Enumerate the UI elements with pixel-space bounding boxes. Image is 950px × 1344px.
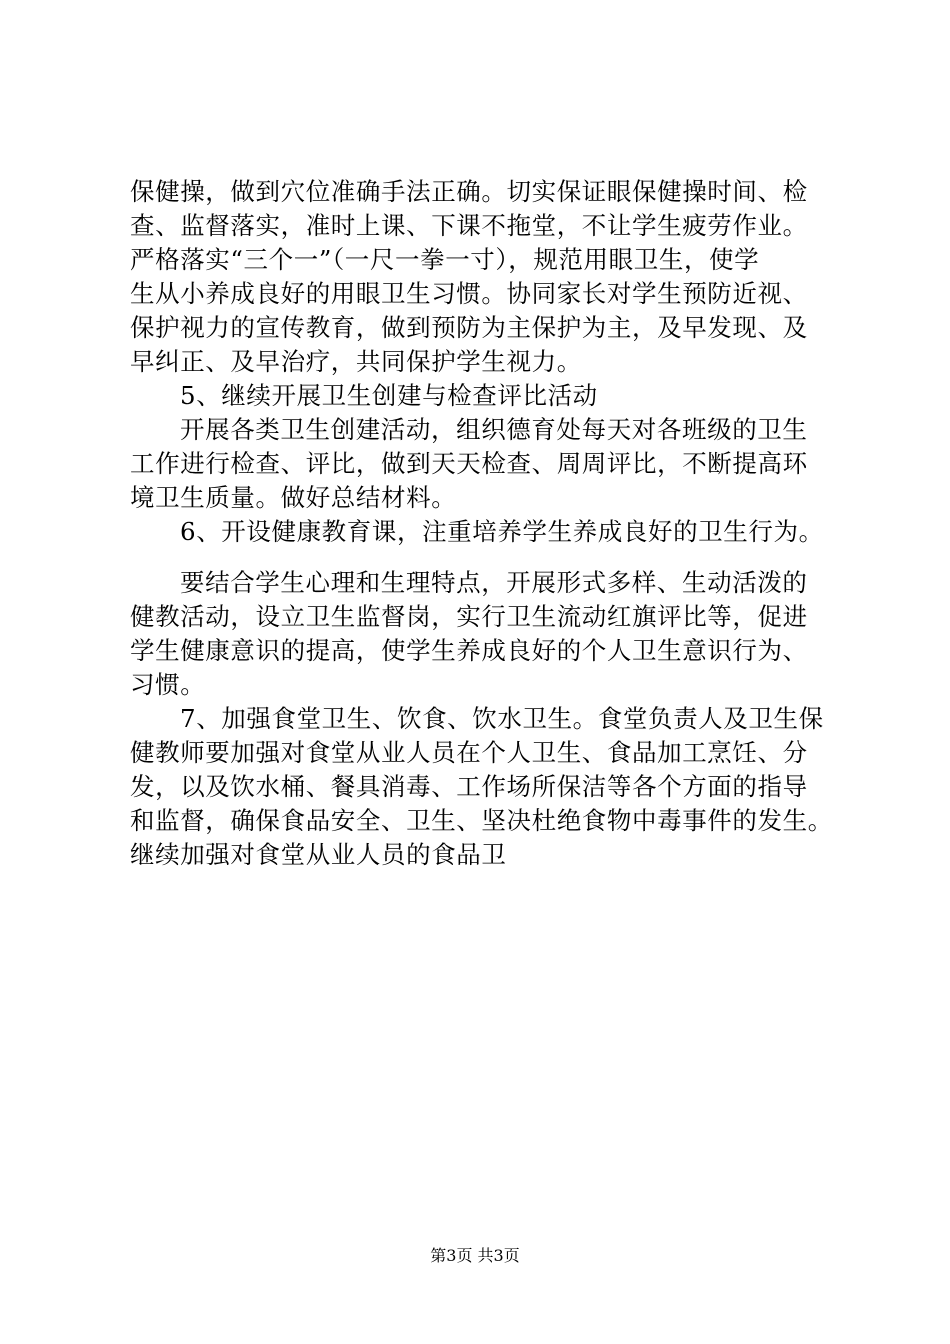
paragraph-line: 健教活动，设立卫生监督岗，实行卫生流动红旗评比等，促进 [130,602,808,631]
paragraph-line: 健教师要加强对食堂从业人员在个人卫生、食品加工烹饪、分 [130,738,808,767]
paragraph-line: 境卫生质量。做好总结材料。 [130,483,457,512]
paragraph-line: 工作进行检查、评比，做到天天检查、周周评比，不断提高环 [130,449,808,478]
paragraph-line: 保护视力的宣传教育，做到预防为主保护为主，及早发现、及 [130,313,808,342]
paragraph-line: 学生健康意识的提高，使学生养成良好的个人卫生意识行为、 [130,636,808,665]
paragraph-line: 要结合学生心理和生理特点，开展形式多样、生动活泼的 [180,568,808,597]
section-heading: 5、继续开展卫生创建与检查评比活动 [180,381,598,410]
paragraph-line: 发，以及饮水桶、餐具消毒、工作场所保洁等各个方面的指导 [130,772,808,801]
section-heading: 6、开设健康教育课，注重培养学生养成良好的卫生行为。 [180,517,824,546]
paragraph-line: 开展各类卫生创建活动，组织德育处每天对各班级的卫生 [180,415,808,444]
paragraph-line: 和监督，确保食品安全、卫生、坚决杜绝食物中毒事件的发生。 [130,806,833,835]
paragraph-line: 生从小养成良好的用眼卫生习惯。协同家长对学生预防近视、 [130,279,808,308]
paragraph-line: 严格落实“三个一”（一尺一拳一寸），规范用眼卫生，使学 [130,245,760,274]
paragraph-line: 查、监督落实，准时上课、下课不拖堂，不让学生疲劳作业。 [130,211,808,240]
paragraph-line: 继续加强对食堂从业人员的食品卫 [130,840,507,869]
page-number-footer: 第3页 共3页 [430,1246,520,1265]
section-heading: 7、加强食堂卫生、饮食、饮水卫生。食堂负责人及卫生保 [180,704,824,733]
paragraph-line: 习惯。 [130,670,206,699]
paragraph-line: 早纠正、及早治疗，共同保护学生视力。 [130,347,582,376]
paragraph-line: 保健操，做到穴位准确手法正确。切实保证眼保健操时间、检 [130,177,808,206]
